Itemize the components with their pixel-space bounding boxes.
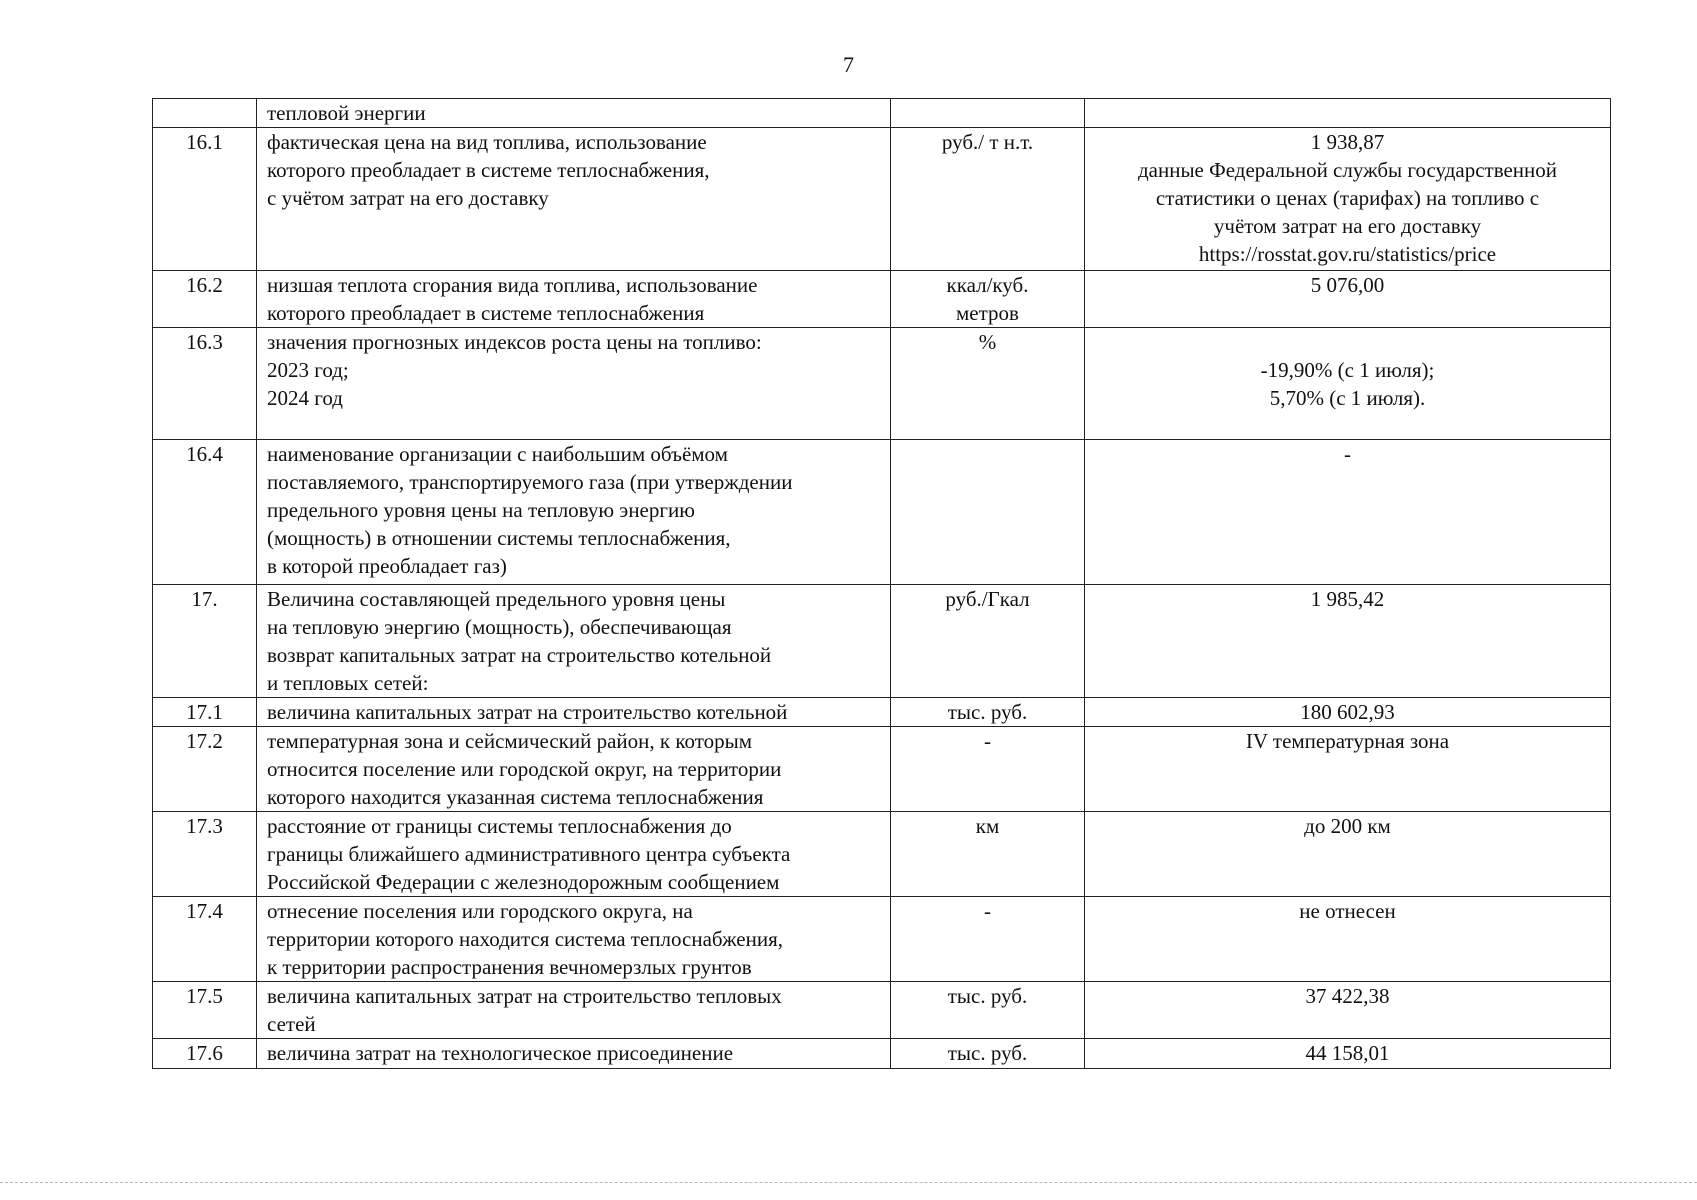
page-number: 7 — [843, 52, 854, 77]
scan-edge-line — [0, 1182, 1697, 1183]
unit-cell — [891, 271, 1085, 328]
parameter-name-line: границы ближайшего административного центра субъекта — [267, 842, 791, 866]
table-row — [153, 698, 1611, 727]
value-cell — [1085, 585, 1611, 698]
parameter-name-cell — [257, 727, 891, 812]
value-cell — [1085, 698, 1611, 727]
table-row — [153, 271, 1611, 328]
value-cell — [1085, 812, 1611, 897]
row-number-cell: 17.5 — [153, 982, 257, 1039]
value-line: не отнесен — [1299, 899, 1396, 923]
row-number-cell: 16.4 — [153, 440, 257, 585]
row-number-cell: 17.6 — [153, 1039, 257, 1069]
value-line: 1 985,42 — [1310, 587, 1385, 611]
table-row — [153, 585, 1611, 698]
row-number-cell: 17.2 — [153, 727, 257, 812]
parameter-name-line: территории которого находится система теплоснабжения, — [267, 927, 784, 951]
value-cell — [1085, 440, 1611, 585]
parameter-name-cell — [257, 585, 891, 698]
parameter-name-line: поставляемого, транспортируемого газа (при утверждении — [267, 470, 793, 494]
parameter-name-line: низшая теплота сгорания вида топлива, использование — [267, 273, 758, 297]
unit-cell — [891, 698, 1085, 727]
unit-cell — [891, 982, 1085, 1039]
parameter-name-line: Российской Федерации с железнодорожным сообщением — [267, 870, 780, 894]
parameter-name-line: тепловой энергии — [267, 101, 426, 125]
parameter-name-line: сетей — [267, 1012, 316, 1036]
parameter-name-line: (мощность) в отношении системы теплоснабжения, — [267, 526, 731, 550]
parameter-name-cell — [257, 440, 891, 585]
table-row — [153, 727, 1611, 812]
value-line: учётом затрат на его доставку — [1213, 214, 1482, 238]
table-row — [153, 812, 1611, 897]
unit-line: метров — [956, 301, 1019, 325]
table-row — [153, 328, 1611, 440]
unit-line: руб./ т н.т. — [941, 130, 1034, 154]
value-line: - — [1344, 442, 1351, 466]
unit-line: - — [984, 729, 991, 753]
row-number-cell: 17.4 — [153, 897, 257, 982]
parameter-name-cell — [257, 99, 891, 128]
parameter-name-line: величина затрат на технологическое присоединение — [267, 1041, 734, 1065]
parameter-name-cell — [257, 271, 891, 328]
parameter-name-cell — [257, 698, 891, 727]
table-row — [153, 897, 1611, 982]
parameter-name-line: наименование организации с наибольшим объёмом — [267, 442, 728, 466]
value-line: https://rosstat.gov.ru/statistics/price — [1198, 242, 1497, 266]
unit-cell — [891, 99, 1085, 128]
value-line: 180 602,93 — [1300, 700, 1395, 724]
value-cell — [1085, 99, 1611, 128]
unit-cell — [891, 585, 1085, 698]
unit-cell — [891, 727, 1085, 812]
value-line: 5,70% (с 1 июля). — [1269, 386, 1426, 410]
parameter-name-line: к территории распространения вечномерзлых грунтов — [267, 955, 752, 979]
parameter-name-line: фактическая цена на вид топлива, использование — [267, 130, 707, 154]
unit-cell — [891, 440, 1085, 585]
unit-cell — [891, 128, 1085, 271]
unit-line: ккал/куб. — [946, 273, 1029, 297]
parameter-name-cell — [257, 328, 891, 440]
tariff-parameters-table — [152, 98, 1611, 1069]
parameter-name-line: расстояние от границы системы теплоснабжения до — [267, 814, 732, 838]
value-line: данные Федеральной службы государственной — [1137, 158, 1558, 182]
value-cell — [1085, 328, 1611, 440]
parameter-name-cell — [257, 982, 891, 1039]
value-line — [1091, 328, 1604, 356]
parameter-name-line: величина капитальных затрат на строительство тепловых — [267, 984, 782, 1008]
unit-line: % — [978, 330, 997, 354]
parameter-name-line: с учётом затрат на его доставку — [267, 186, 549, 210]
parameter-name-line: которого преобладает в системе теплоснабжения — [267, 301, 705, 325]
parameter-name-line: относится поселение или городской округ, на территории — [267, 757, 782, 781]
value-cell — [1085, 1039, 1611, 1069]
unit-line: - — [984, 899, 991, 923]
value-line: -19,90% (с 1 июля); — [1260, 358, 1435, 382]
parameter-name-cell — [257, 1039, 891, 1069]
parameter-name-cell — [257, 128, 891, 271]
table-row — [153, 440, 1611, 585]
parameter-name-line: которого преобладает в системе теплоснабжения, — [267, 158, 710, 182]
value-cell — [1085, 897, 1611, 982]
value-line: до 200 км — [1304, 814, 1391, 838]
parameter-name-line: предельного уровня цены на тепловую энергию — [267, 498, 695, 522]
parameter-name-cell — [257, 897, 891, 982]
value-cell — [1085, 982, 1611, 1039]
value-line: 44 158,01 — [1305, 1041, 1390, 1065]
row-number-cell: 17. — [153, 585, 257, 698]
row-number-cell: 16.1 — [153, 128, 257, 271]
unit-cell — [891, 1039, 1085, 1069]
parameter-name-line: возврат капитальных затрат на строительство котельной — [267, 643, 772, 667]
parameter-name-line: Величина составляющей предельного уровня цены — [267, 587, 726, 611]
parameter-name-line: величина капитальных затрат на строительство котельной — [267, 700, 788, 724]
row-number-cell: 16.3 — [153, 328, 257, 440]
value-cell — [1085, 128, 1611, 271]
parameter-name-line: на тепловую энергию (мощность), обеспечивающая — [267, 615, 732, 639]
parameter-name-line: 2024 год — [267, 386, 343, 410]
unit-line: км — [975, 814, 1000, 838]
unit-line: тыс. руб. — [947, 700, 1028, 724]
parameter-name-cell — [257, 812, 891, 897]
parameter-name-line: значения прогнозных индексов роста цены на топливо: — [267, 330, 762, 354]
row-number-cell: 17.1 — [153, 698, 257, 727]
parameter-name-line: 2023 год; — [267, 358, 349, 382]
value-line: IV температурная зона — [1245, 729, 1450, 753]
table-row — [153, 128, 1611, 271]
unit-cell — [891, 897, 1085, 982]
table-row — [153, 99, 1611, 128]
parameter-name-line: отнесение поселения или городского округа, на — [267, 899, 693, 923]
value-line: 37 422,38 — [1305, 984, 1390, 1008]
row-number-cell: 16.2 — [153, 271, 257, 328]
unit-line: руб./Гкал — [945, 587, 1030, 611]
value-cell — [1085, 727, 1611, 812]
unit-line: тыс. руб. — [947, 1041, 1028, 1065]
value-line: 1 938,87 — [1310, 130, 1385, 154]
parameter-name-line: и тепловых сетей: — [267, 671, 429, 695]
parameter-name-line: температурная зона и сейсмический район, к которым — [267, 729, 753, 753]
value-cell — [1085, 271, 1611, 328]
unit-cell — [891, 328, 1085, 440]
table-row — [153, 1039, 1611, 1069]
value-line: статистики о ценах (тарифах) на топливо с — [1155, 186, 1540, 210]
parameter-name-line: которого находится указанная система теплоснабжения — [267, 785, 764, 809]
table-row — [153, 982, 1611, 1039]
unit-line: тыс. руб. — [947, 984, 1028, 1008]
unit-cell — [891, 812, 1085, 897]
value-line: 5 076,00 — [1310, 273, 1385, 297]
row-number-cell — [153, 99, 257, 128]
row-number-cell: 17.3 — [153, 812, 257, 897]
parameter-name-line: в которой преобладает газ) — [267, 554, 507, 578]
